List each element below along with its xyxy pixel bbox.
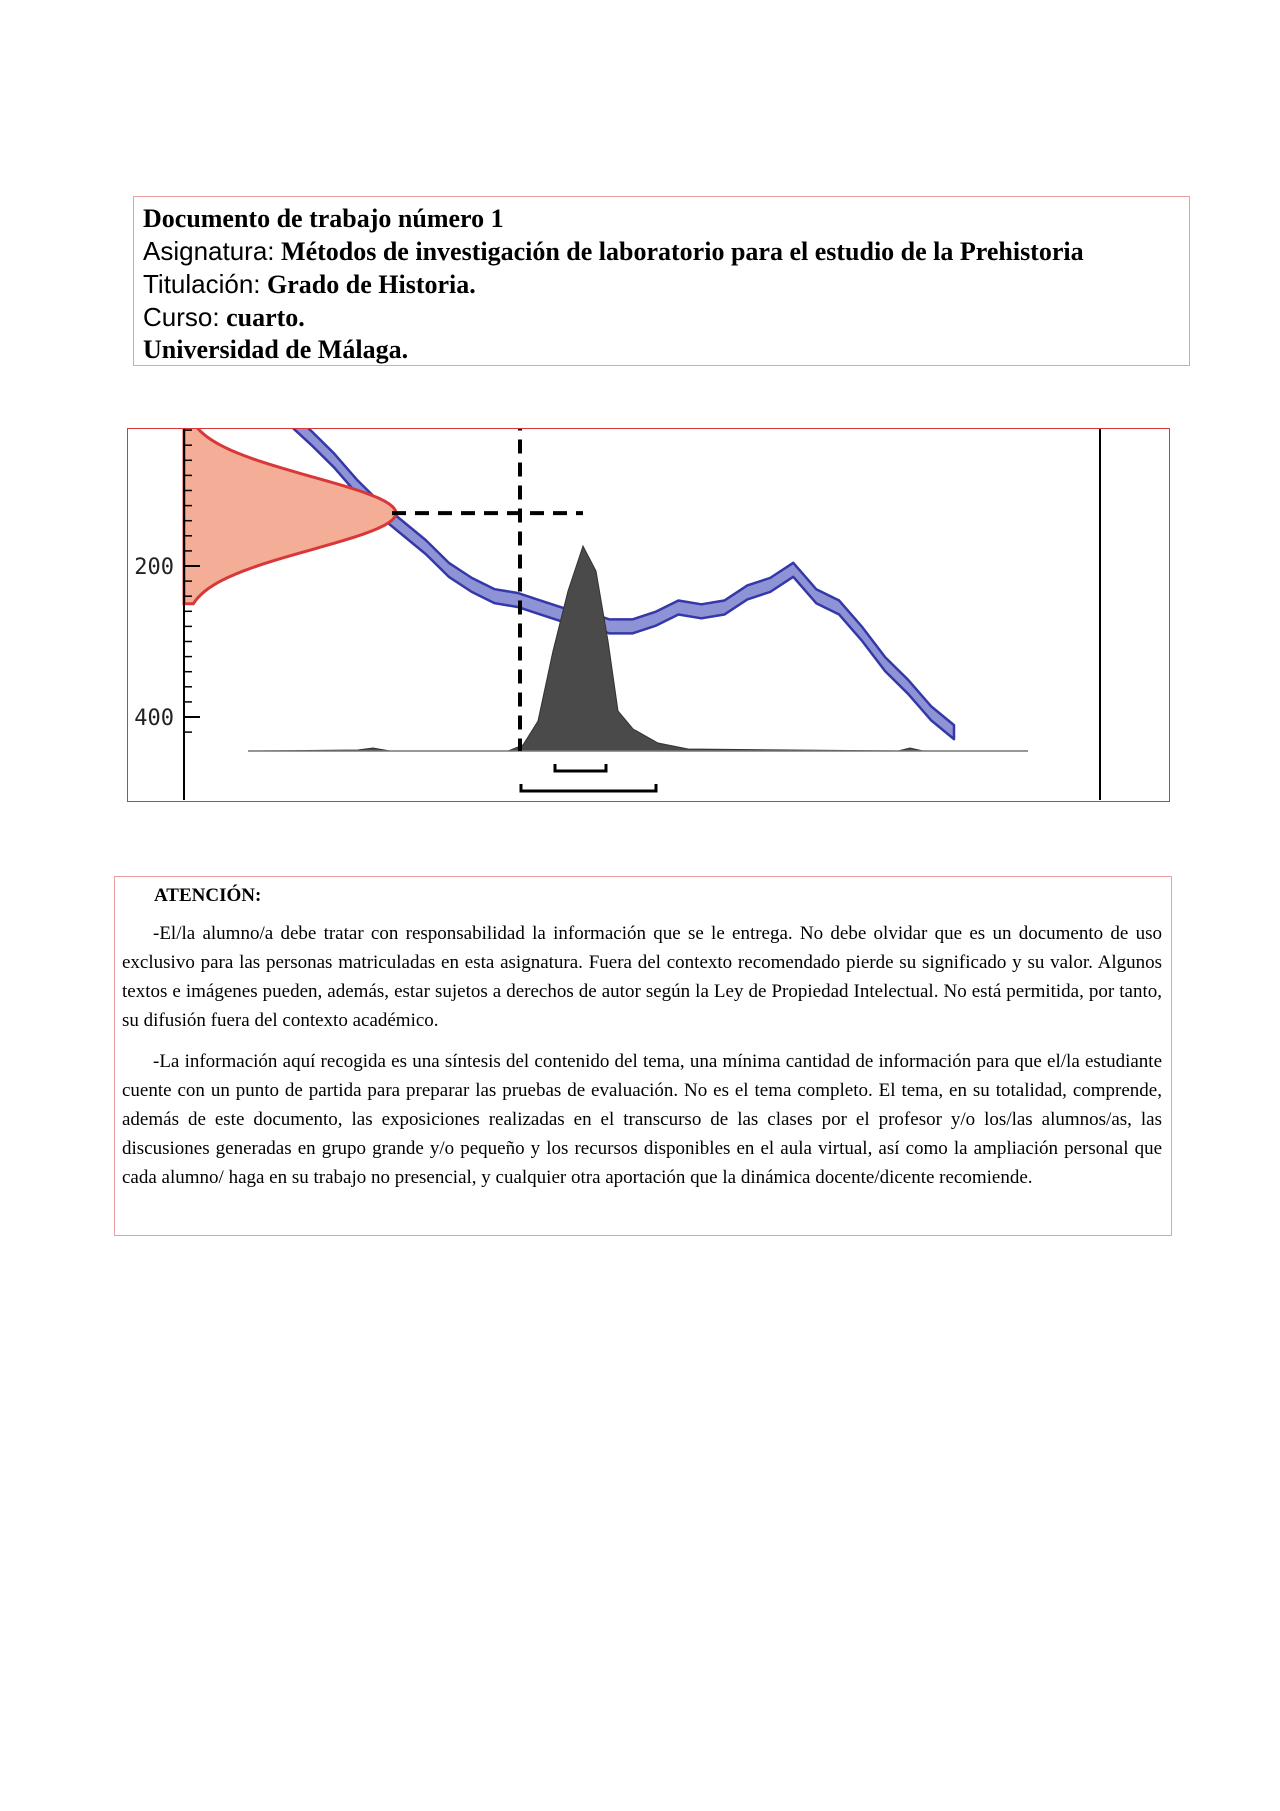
- y-tick-label: 400: [134, 706, 174, 731]
- two-sigma-bracket: [521, 784, 656, 791]
- one-sigma-bracket: [555, 764, 606, 771]
- degree-label: Titulación:: [143, 269, 261, 299]
- calibration-curve-band: [288, 429, 954, 739]
- subject-value: Métodos de investigación de laboratorio para el estudio de la Prehistoria: [281, 237, 1084, 266]
- notice-paragraph-2: -La información aquí recogida es una síntesis del contenido del tema, una mínima cantidad de información para que el/la estudiante cuente con un punto de partida para preparar las pruebas de evaluación. No es el tema completo. El tema, en su totalidad, comprende, además de este documento, las exposiciones realizadas en el transcurso de las clases por el profesor y/o los/las alumnos/as, las discusiones generadas en grupo grande y/o pequeño y los recursos disponibles en el aula virtual, así como la ampliación personal que cada alumno/ haga en su trabajo no presencial, y cualquier otra aportación que la dinámica docente/dicente recomiende.: [122, 1051, 1162, 1188]
- university-line: [143, 334, 1180, 366]
- probability-group: [184, 429, 1028, 751]
- notice-box: [114, 876, 1172, 1236]
- degree-value: Grado de Historia.: [267, 270, 476, 299]
- header-box: [133, 196, 1190, 366]
- degree-line: [143, 268, 1180, 301]
- calibrated-date-distribution: [248, 546, 1028, 751]
- doc-title-line: [143, 203, 1180, 235]
- university: Universidad de Málaga.: [143, 335, 409, 364]
- subject-line: [143, 235, 1180, 268]
- calibration-band-group: [288, 429, 954, 739]
- notice-paragraph-1: -El/la alumno/a debe tratar con responsabilidad la información que se le entrega. No debe olvidar que es un documento de uso exclusivo para las personas matriculadas en esta asignatura. Fuera del contexto recomendado pierde su significado y su valor. Algunos textos e imágenes pueden, además, estar sujetos a derechos de autor según la Ley de Propiedad Intelectual. No está permitida, por tanto, su difusión fuera del contexto académico.: [122, 923, 1162, 1031]
- course-line: [143, 301, 1180, 334]
- radiocarbon-probability-distribution: [184, 429, 396, 604]
- notice-title: ATENCIÓN:: [154, 885, 262, 906]
- calibration-chart: [128, 429, 1168, 800]
- course-value: cuarto.: [226, 303, 305, 332]
- doc-title: Documento de trabajo número 1: [143, 204, 504, 233]
- y-tick-label: 200: [134, 555, 174, 580]
- course-label: Curso:: [143, 302, 220, 332]
- figure-box: [127, 428, 1170, 802]
- subject-label: Asignatura:: [143, 236, 275, 266]
